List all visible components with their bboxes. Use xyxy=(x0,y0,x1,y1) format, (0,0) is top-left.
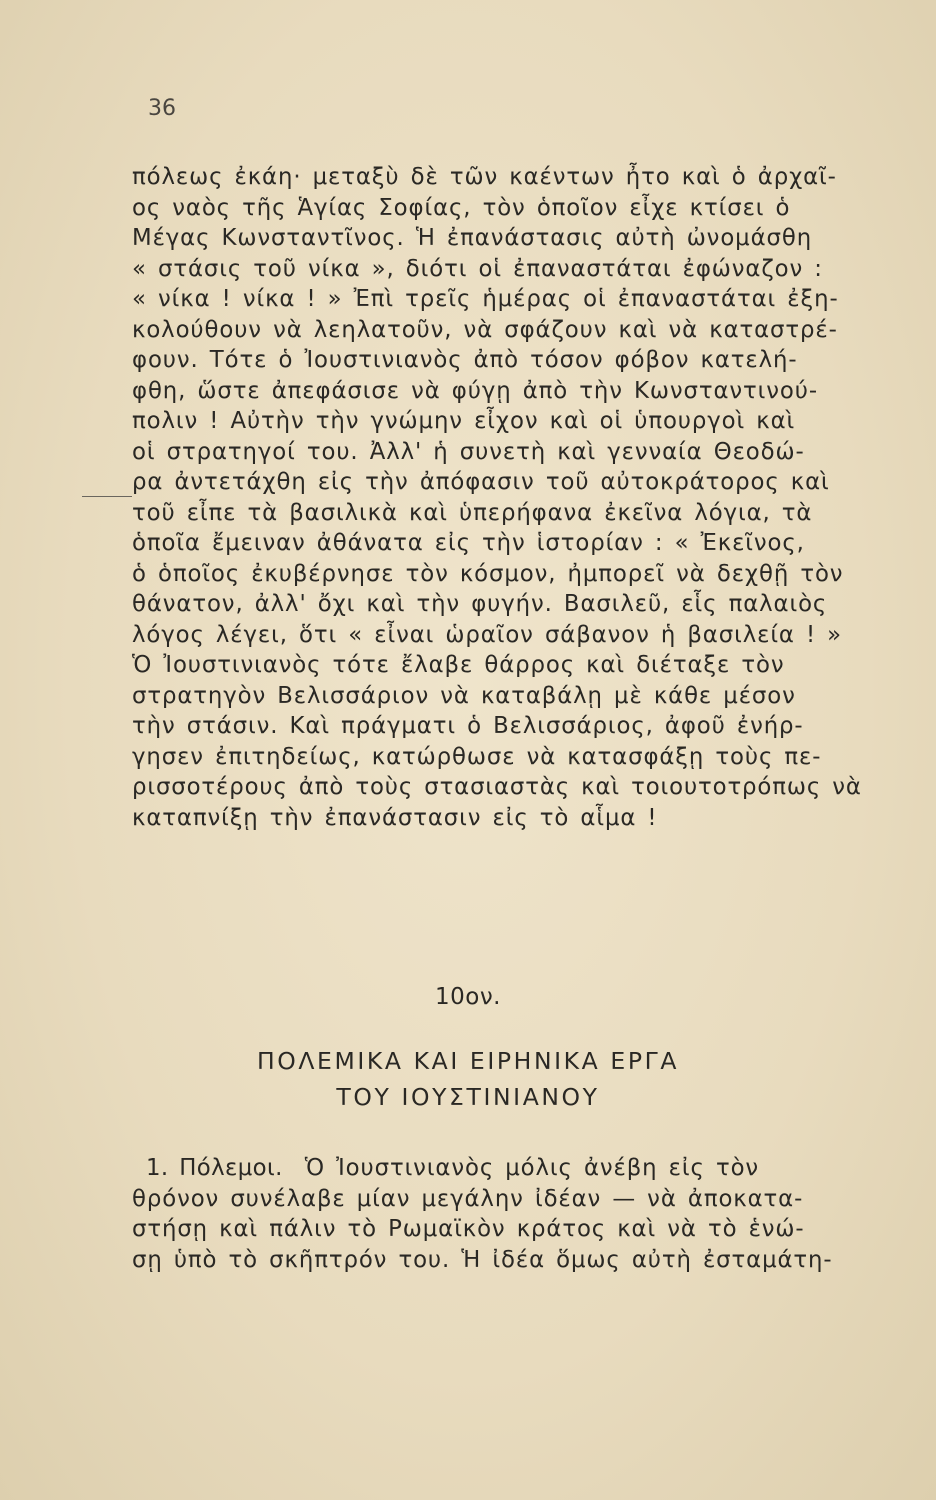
text-line-first xyxy=(132,1153,862,1184)
text-line: ος ναὸς τῆς Ἁγίας Σοφίας, τὸν ὁποῖον εἶχε κτίσει ὁ xyxy=(132,194,791,221)
text-line: στήσῃ καὶ πάλιν τὸ Ρωμαϊκὸν κράτος καὶ νὰ τὸ ἑνώ- xyxy=(132,1216,805,1242)
body-paragraph xyxy=(132,162,862,833)
text-line: ρα ἀντετάχθη εἰς τὴν ἀπόφασιν τοῦ αὐτοκράτορος καὶ xyxy=(132,469,830,495)
section-heading-line-2: ΤΟΥ ΙΟΥΣΤΙΝΙΑΝΟΥ xyxy=(336,1083,600,1111)
text-line: τὴν στάσιν. Καὶ πράγματι ὁ Βελισσάριος, ἀφοῦ ἐνήρ- xyxy=(132,713,804,739)
text-line: γησεν ἐπιτηδείως, κατώρθωσε νὰ κατασφάξῃ τοὺς πε- xyxy=(132,743,822,770)
text-line: ὁ ὁποῖος ἐκυβέρνησε τὸν κόσμον, ἠμπορεῖ νὰ δεχθῇ τὸν xyxy=(132,560,844,587)
text-line: πολιν ! Αὐτὴν τὴν γνώμην εἶχον καὶ οἱ ὑπουργοὶ καὶ xyxy=(132,408,796,434)
text-line: λόγος λέγει, ὅτι « εἶναι ὡραῖον σάβανον ἡ βασιλεία ! » xyxy=(132,621,843,648)
text-line: θάνατον, ἀλλ' ὄχι καὶ τὴν φυγήν. Βασιλεῦ, εἷς παλαιὸς xyxy=(132,591,828,617)
text-line: ὁποῖα ἔμειναν ἀθάνατα εἰς τὴν ἱστορίαν : « Ἐκεῖνος, xyxy=(132,530,805,556)
text-line: στρατηγὸν Βελισσάριον νὰ καταβάλῃ μὲ κάθε μέσον xyxy=(132,682,796,709)
section-paragraph xyxy=(132,1153,862,1275)
text-line: Ὁ Ἰουστινιανὸς τότε ἔλαβε θάρρος καὶ διέταξε τὸν xyxy=(132,652,785,678)
text-line: θρόνον συνέλαβε μίαν μεγάλην ἰδέαν — νὰ ἀποκατα- xyxy=(132,1185,804,1212)
text-line: φθη, ὥστε ἀπεφάσισε νὰ φύγῃ ἀπὸ τὴν Κωνσταντινού- xyxy=(132,377,818,404)
section-heading-line-1: ΠΟΛΕΜΙΚΑ ΚΑΙ ΕΙΡΗΝΙΚΑ ΕΡΓΑ xyxy=(256,1047,680,1075)
text-line: φουν. Τότε ὁ Ἰουστινιανὸς ἀπὸ τόσον φόβον κατελή- xyxy=(132,347,798,373)
text-line: « νίκα ! νίκα ! » Ἐπὶ τρεῖς ἡμέρας οἱ ἐπαναστάται ἐξη- xyxy=(132,286,839,312)
text-line: οἱ στρατηγοί του. Ἀλλ' ἡ συνετὴ καὶ γενναία Θεοδώ- xyxy=(132,438,805,465)
text-line: « στάσις τοῦ νίκα », διότι οἱ ἐπαναστάται ἐφώναζον : xyxy=(132,255,823,282)
subsection-label: 1. Πόλεμοι. xyxy=(146,1155,283,1181)
section-number: 10ον. xyxy=(435,984,501,1010)
text-line: κολούθουν νὰ λεηλατοῦν, νὰ σφάζουν καὶ νὰ καταστρέ- xyxy=(132,316,838,343)
margin-pencil-mark xyxy=(82,496,132,497)
page-number: 36 xyxy=(148,96,176,121)
text-line: σῃ ὑπὸ τὸ σκῆπτρόν του. Ἡ ἰδέα ὅμως αὐτὴ ἐσταμάτη- xyxy=(132,1246,833,1273)
text-line: ρισσοτέρους ἀπὸ τοὺς στασιαστὰς καὶ τοιουτοτρόπως νὰ xyxy=(132,774,862,800)
text-line: καταπνίξῃ τὴν ἐπανάστασιν εἰς τὸ αἷμα ! xyxy=(132,804,658,831)
text-line: Μέγας Κωνσταντῖνος. Ἡ ἐπανάστασις αὐτὴ ὠνομάσθη xyxy=(132,225,813,251)
text-line: τοῦ εἶπε τὰ βασιλικὰ καὶ ὑπερήφανα ἐκεῖνα λόγια, τὰ xyxy=(132,499,813,526)
text-line: πόλεως ἐκάη· μεταξὺ δὲ τῶν καέντων ἦτο καὶ ὁ ἀρχαῖ- xyxy=(132,164,837,190)
first-line-text: Ὁ Ἰουστινιανὸς μόλις ἀνέβη εἰς τὸν xyxy=(304,1155,760,1181)
